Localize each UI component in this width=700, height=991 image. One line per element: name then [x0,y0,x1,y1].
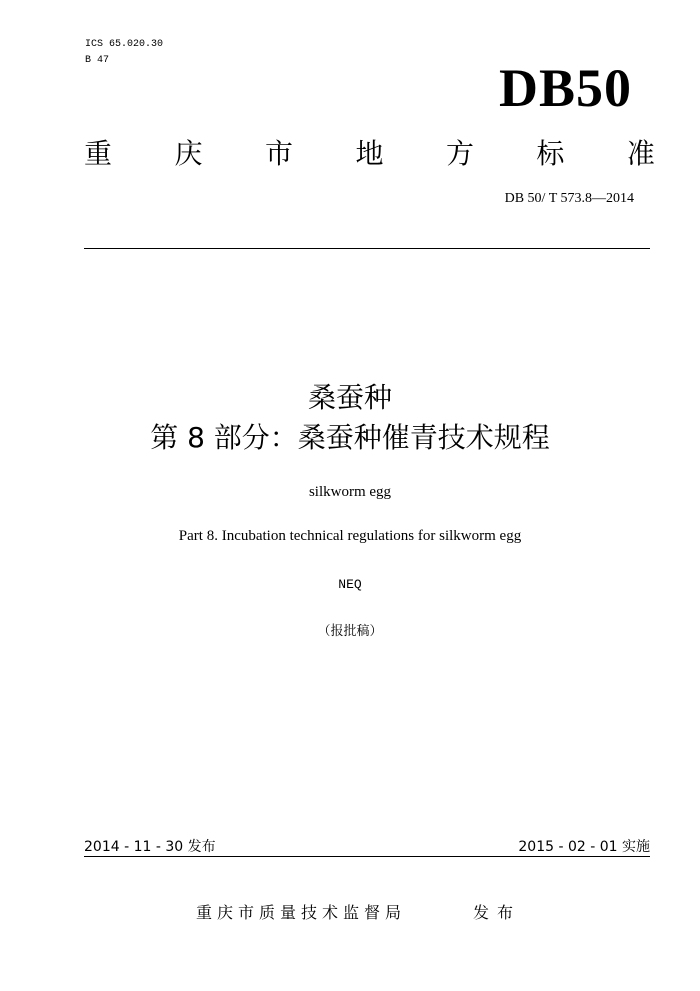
standard-title-char: 市 [264,137,293,170]
standard-title-char: 方 [445,137,474,170]
publisher-name: 重庆市质量技术监督局 [196,903,407,922]
issue-label: 发布 [473,903,522,922]
standard-title-char: 重 [84,137,113,170]
english-subtitle: Part 8. Incubation technical regulations for silkworm egg [178,528,522,544]
english-title: silkworm egg [308,484,392,500]
implement-date: 2015 - 02 - 01 实施 [518,839,650,855]
footer-divider [84,856,650,857]
db50-logo: DB50 [498,58,632,118]
ics-block [85,37,163,69]
ics-code: ICS 65.020.30 [85,39,164,50]
standard-title-char: 地 [355,137,384,170]
standard-code: DB 50/ T 573.8—2014 [504,191,634,206]
standard-type-title [84,136,655,172]
issue-date: 2014 - 11 - 30 发布 [84,839,216,855]
document-subtitle: 第 8 部分：桑蚕种催青技术规程 [150,421,550,454]
draft-status: （报批稿） [317,624,383,639]
classification-code: B 47 [85,55,110,66]
standard-title-char: 标 [536,137,565,170]
document-title: 桑蚕种 [307,381,392,414]
header-divider [84,248,650,249]
standard-title-char: 庆 [174,137,203,170]
standard-title-char: 准 [626,137,655,170]
consistency-label: NEQ [338,577,362,592]
